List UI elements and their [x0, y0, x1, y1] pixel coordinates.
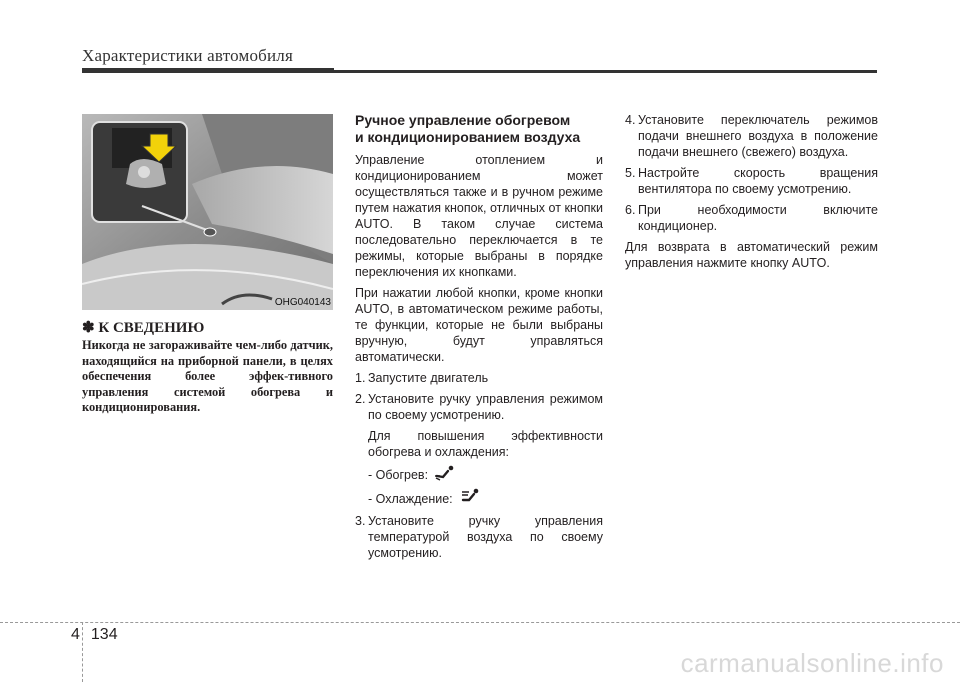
note-title: ✽ К СВЕДЕНИЮ — [82, 320, 205, 336]
footer-rule — [0, 622, 960, 623]
header-title: Характеристики автомобиля — [82, 46, 293, 65]
step-text: Установите ручку управления температурой воздуха по своему усмотрению. — [368, 514, 603, 560]
column-right — [625, 112, 878, 276]
page-number-value: 134 — [90, 626, 118, 643]
header-rule-accent — [82, 68, 334, 73]
step-2 — [355, 391, 603, 423]
watermark: carmanualsonline.info — [680, 648, 944, 678]
cooling-label: - Охлаждение: — [368, 492, 453, 506]
section-title — [355, 112, 603, 146]
step-1 — [355, 370, 603, 386]
step-text: Запустите двигатель — [368, 371, 489, 385]
car-dashboard-illustration — [82, 114, 333, 310]
step-5 — [625, 165, 878, 197]
step-number: 4. — [625, 113, 636, 127]
step-text: Настройте скорость вращения вентилятора по своему усмотрению. — [638, 166, 878, 196]
dashboard-sensor-figure — [82, 114, 333, 310]
section-title-line-2: и кондиционированием воздуха — [355, 129, 581, 145]
step-number: 3. — [355, 514, 366, 528]
auto-paragraph: При нажатии любой кнопки, кроме кнопки AUTO, в автоматическом режиме работы, те функции, которые не были выбраны вручную, будут управляться автоматически. — [355, 286, 603, 364]
section-title-line-1: Ручное управление обогревом — [355, 112, 571, 128]
step-text: Установите ручку управления режимом по своему усмотрению. — [368, 392, 603, 422]
step-number: 1. — [355, 371, 366, 385]
section-number: 4 — [71, 626, 80, 643]
cooling-mode — [368, 488, 603, 510]
step-number: 6. — [625, 203, 636, 217]
heating-mode — [368, 465, 603, 485]
column-middle — [355, 112, 603, 566]
step-3 — [355, 513, 603, 561]
closing-paragraph: Для возврата в автоматический режим управления нажмите кнопку AUTO. — [625, 240, 878, 270]
face-vent-icon — [459, 488, 481, 510]
intro-paragraph: Управление отоплением и кондиционированием может осуществляться также и в ручном режиме путем нажатия кнопок, отличных от кнопки AUTO. В таком случае система последовательно переключается в те режимы, которые выбраны в порядке переключения их кнопками. — [355, 153, 603, 279]
step-6 — [625, 202, 878, 234]
step-text: При необходимости включите кондиционер. — [638, 203, 878, 233]
heating-label: - Обогрев: — [368, 468, 429, 482]
step-text: Установите переключатель режимов подачи внешнего воздуха в положение подачи внешнего (свежего) воздуха. — [638, 113, 878, 159]
page-number — [71, 626, 118, 644]
efficiency-note: Для повышения эффективности обогрева и охлаждения: — [368, 429, 603, 459]
note-body: Никогда не загораживайте чем-либо датчик, находящийся на приборной панели, в целях обеспечения более эффек-тивного управления системой обогрева и кондиционирования. — [82, 338, 333, 415]
step-4 — [625, 112, 878, 160]
step-number: 5. — [625, 166, 636, 180]
figure-code: OHG040143 — [274, 297, 331, 308]
step-number: 2. — [355, 392, 366, 406]
floor-vent-icon — [434, 465, 456, 485]
